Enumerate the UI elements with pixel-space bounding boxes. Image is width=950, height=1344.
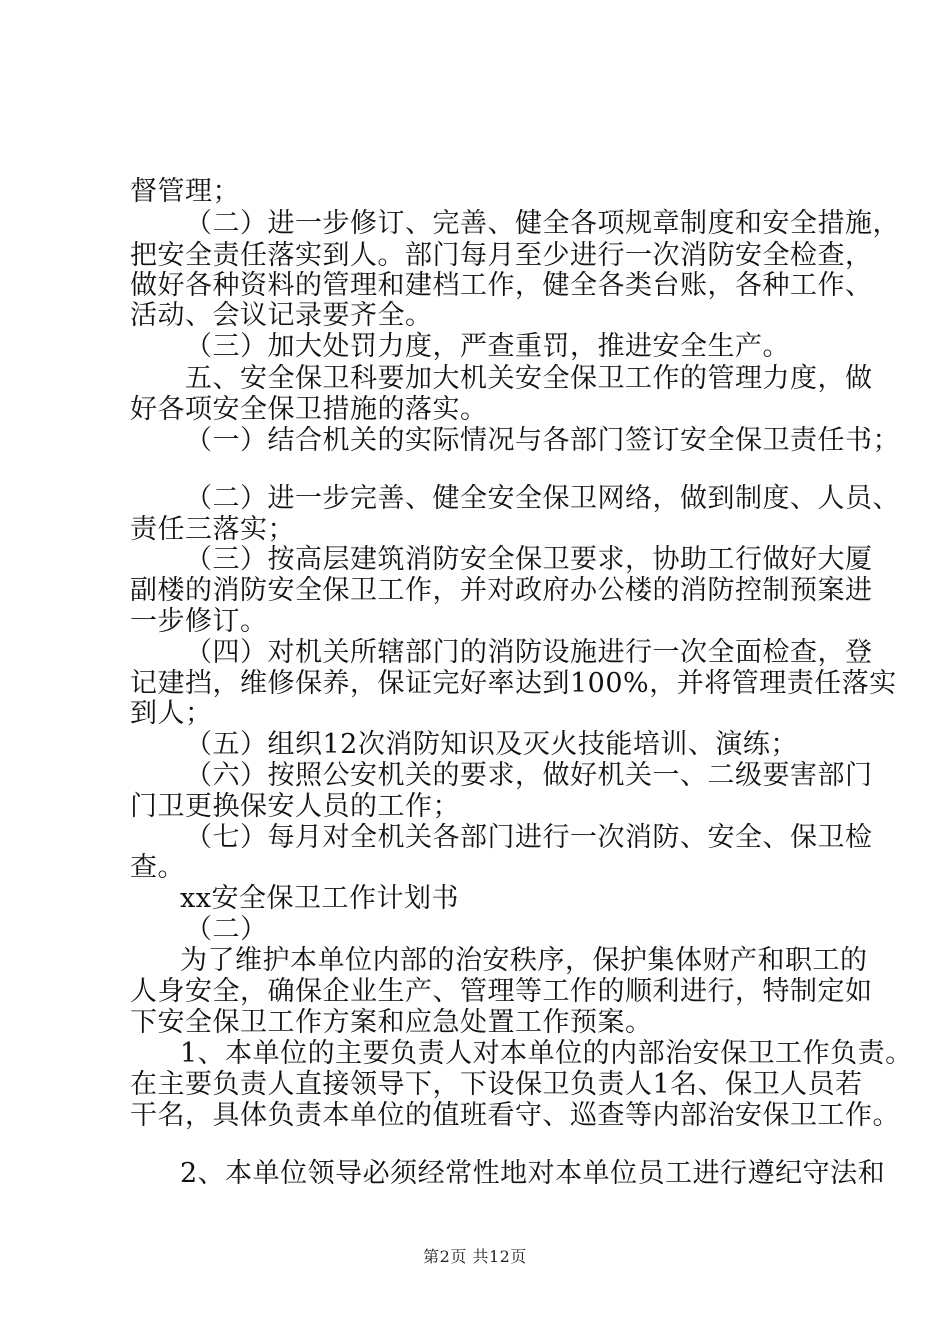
text-line: 2、本单位领导必须经常性地对本单位员工进行遵纪守法和 (180, 1158, 886, 1189)
text-line: （二）进一步修订、完善、健全各项规章制度和安全措施， (185, 208, 900, 239)
text-line: 人身安全，确保企业生产、管理等工作的顺利进行，特制定如 (130, 976, 873, 1007)
text-line: 好各项安全保卫措施的落实。 (130, 394, 488, 425)
text-line: 在主要负责人直接领导下，下设保卫负责人1名、保卫人员若 (130, 1069, 863, 1100)
text-line: 下安全保卫工作方案和应急处置工作预案。 (130, 1007, 653, 1038)
text-line: （二） (185, 914, 268, 945)
text-line: 为了维护本单位内部的治安秩序，保护集体财产和职工的 (180, 945, 868, 976)
text-line: 把安全责任落实到人。部门每月至少进行一次消防安全检查， (130, 240, 873, 271)
text-line: 责任三落实； (130, 514, 295, 545)
text-line: 到人； (130, 698, 213, 729)
text-line: 一步修订。 (130, 606, 268, 637)
text-line: 做好各种资料的管理和建档工作，健全各类台账，各种工作、 (130, 270, 873, 301)
text-line: 干名，具体负责本单位的值班看守、巡查等内部治安保卫工作。 (130, 1100, 900, 1131)
section-title: xx安全保卫工作计划书 (180, 883, 459, 914)
text-line: （三）加大处罚力度，严查重罚，推进安全生产。 (185, 331, 790, 362)
text-line: （七）每月对全机关各部门进行一次消防、安全、保卫检 (185, 822, 873, 853)
text-line: 五、安全保卫科要加大机关安全保卫工作的管理力度，做 (185, 363, 873, 394)
text-line: 1、本单位的主要负责人对本单位的内部治安保卫工作负责。 (180, 1038, 913, 1069)
text-line: （一）结合机关的实际情况与各部门签订安全保卫责任书； (185, 425, 900, 456)
text-line: 查。 (130, 852, 185, 883)
text-line: （三）按高层建筑消防安全保卫要求，协助工行做好大厦 (185, 544, 873, 575)
page-indicator: 第2页 共12页 (423, 1247, 527, 1266)
text-line: 督管理； (130, 176, 240, 207)
text-line: 记建挡，维修保养，保证完好率达到100%，并将管理责任落实 (130, 668, 897, 699)
text-line: 门卫更换保安人员的工作； (130, 791, 460, 822)
text-line: （六）按照公安机关的要求，做好机关一、二级要害部门 (185, 760, 873, 791)
text-line: 副楼的消防安全保卫工作，并对政府办公楼的消防控制预案进 (130, 575, 873, 606)
text-line: （五）组织12次消防知识及灭火技能培训、演练； (185, 729, 798, 760)
text-line: 活动、会议记录要齐全。 (130, 300, 433, 331)
text-line: （二）进一步完善、健全安全保卫网络，做到制度、人员、 (185, 483, 900, 514)
text-line: （四）对机关所辖部门的消防设施进行一次全面检查，登 (185, 637, 873, 668)
